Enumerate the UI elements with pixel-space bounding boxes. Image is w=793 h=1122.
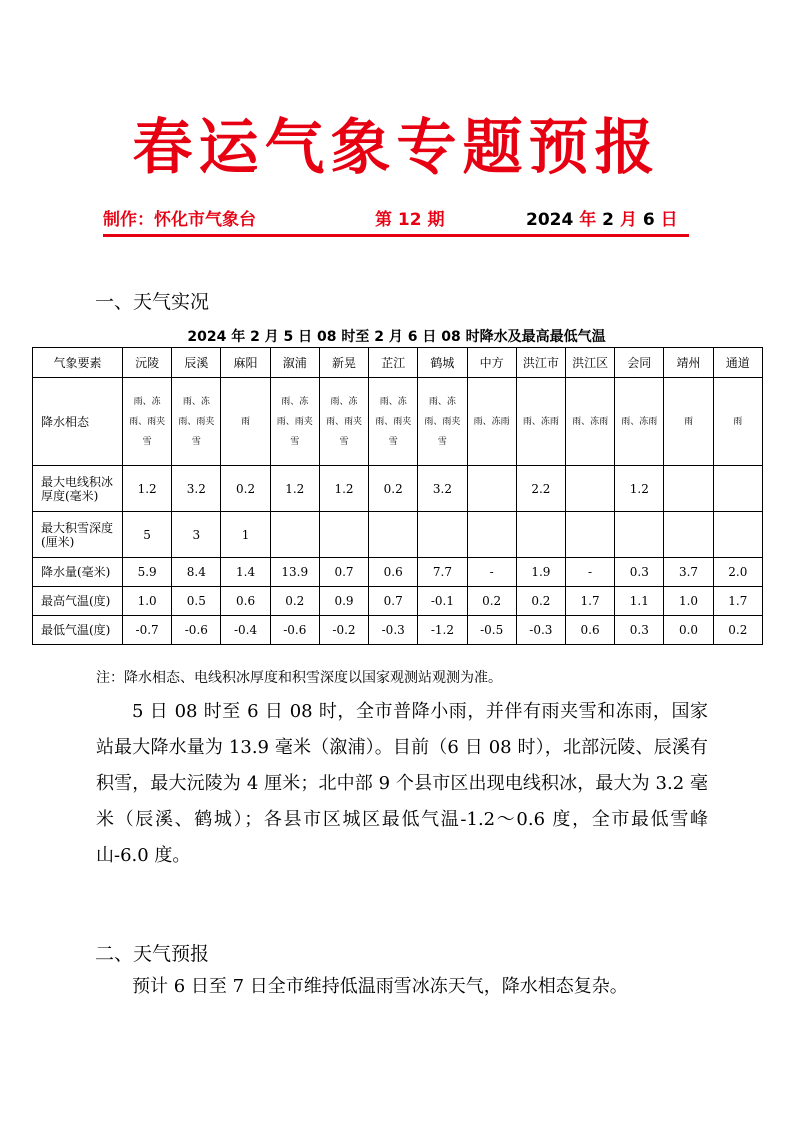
table-cell [467, 466, 516, 512]
table-row [33, 378, 763, 466]
table-cell: -1.2 [418, 616, 467, 645]
table-cell: 雨、冻雨 [467, 378, 516, 466]
table-cell [713, 512, 762, 558]
table-cell [369, 512, 418, 558]
table-cell: 1.2 [319, 466, 368, 512]
table-row [33, 466, 763, 512]
table-cell: -0.3 [516, 616, 565, 645]
table-cell: 1.2 [270, 466, 319, 512]
date-month: 2 [602, 210, 615, 230]
table-cell: 3.2 [172, 466, 221, 512]
table-cell: 雨、冻雨 [516, 378, 565, 466]
column-header: 靖州 [664, 348, 713, 378]
row-label: 最大积雪深度(厘米) [33, 512, 123, 558]
table-row [33, 558, 763, 587]
table-cell [319, 512, 368, 558]
table-cell: 0.0 [664, 616, 713, 645]
column-header: 新晃 [319, 348, 368, 378]
table-cell: 雨、冻雨、雨夹雪 [270, 378, 319, 466]
table-cell: 0.9 [319, 587, 368, 616]
table-cell: -0.5 [467, 616, 516, 645]
column-header: 气象要素 [33, 348, 123, 378]
table-cell: -0.4 [221, 616, 270, 645]
table-cell: 5 [123, 512, 172, 558]
table-cell: 13.9 [270, 558, 319, 587]
table-cell: 1.4 [221, 558, 270, 587]
table-cell: 0.2 [516, 587, 565, 616]
table-cell: 雨 [664, 378, 713, 466]
table-cell [664, 512, 713, 558]
table-cell: 0.7 [369, 587, 418, 616]
column-header: 中方 [467, 348, 516, 378]
table-cell: 雨 [713, 378, 762, 466]
row-label: 降水量(毫米) [33, 558, 123, 587]
section2-heading: 二、天气预报 [95, 943, 210, 965]
table-cell [467, 512, 516, 558]
date-day: 6 [642, 210, 655, 230]
column-header: 芷江 [369, 348, 418, 378]
table-cell: 0.6 [221, 587, 270, 616]
header-divider [103, 234, 689, 237]
table-cell: 1.2 [615, 466, 664, 512]
table-cell: 2.2 [516, 466, 565, 512]
column-header: 洪江市 [516, 348, 565, 378]
table-cell [565, 512, 614, 558]
table-cell [713, 466, 762, 512]
table-cell: -0.2 [319, 616, 368, 645]
row-label: 最低气温(度) [33, 616, 123, 645]
table-cell: 0.3 [615, 616, 664, 645]
table-cell [516, 512, 565, 558]
table-cell: 0.2 [221, 466, 270, 512]
table-cell: 0.7 [319, 558, 368, 587]
table-cell: 1.7 [565, 587, 614, 616]
table-cell: 雨 [221, 378, 270, 466]
table-cell: - [565, 558, 614, 587]
table-cell: 7.7 [418, 558, 467, 587]
table-cell: 1.1 [615, 587, 664, 616]
producer-label: 制作：怀化市气象台 [103, 210, 256, 230]
column-header: 沅陵 [123, 348, 172, 378]
date-year-char: 年 [579, 210, 597, 230]
table-cell: -0.3 [369, 616, 418, 645]
table-cell: 8.4 [172, 558, 221, 587]
table-cell [615, 512, 664, 558]
column-header: 通道 [713, 348, 762, 378]
bulletin-title: 春运气象专题预报 [132, 113, 661, 183]
date-month-char: 月 [619, 210, 637, 230]
table-cell: 雨、冻雨、雨夹雪 [319, 378, 368, 466]
table-cell: 雨、冻雨、雨夹雪 [172, 378, 221, 466]
table-cell: 1.0 [664, 587, 713, 616]
column-header: 麻阳 [221, 348, 270, 378]
table-row [33, 616, 763, 645]
table-cell: 0.2 [713, 616, 762, 645]
table-cell: - [467, 558, 516, 587]
table-cell: 0.2 [369, 466, 418, 512]
table-row [33, 512, 763, 558]
table-cell [664, 466, 713, 512]
table-cell: 雨、冻雨 [565, 378, 614, 466]
table-cell: 1 [221, 512, 270, 558]
date-year: 2024 [526, 210, 574, 230]
issue-number: 第 12 期 [375, 210, 445, 230]
table-cell: -0.6 [270, 616, 319, 645]
table-cell: 0.5 [172, 587, 221, 616]
table-cell: -0.6 [172, 616, 221, 645]
row-label: 最大电线积冰厚度(毫米) [33, 466, 123, 512]
table-cell: -0.1 [418, 587, 467, 616]
table-note: 注：降水相态、电线积冰厚度和积雪深度以国家观测站观测为准。 [96, 670, 502, 686]
row-label: 最高气温(度) [33, 587, 123, 616]
table-cell: 雨、冻雨、雨夹雪 [123, 378, 172, 466]
column-header: 鹤城 [418, 348, 467, 378]
table-cell: 雨、冻雨、雨夹雪 [418, 378, 467, 466]
table-cell: 0.2 [270, 587, 319, 616]
column-header: 溆浦 [270, 348, 319, 378]
issue-date [526, 205, 678, 230]
table-cell: 0.6 [565, 616, 614, 645]
observation-paragraph: 5 日 08 时至 6 日 08 时，全市普降小雨，并伴有雨夹雪和冻雨，国家站最大降水量为 13.9 毫米（溆浦）。目前（6 日 08 时），北部沅陵、辰溪有积雪，最大沅陵为 4 厘米；北中部 9 个县市区出现电线积冰，最大为 3.2 毫米（辰溪、鹤城）；各县市区城区最低气温-1.2～0.6 度，全市最低雪峰山-6.0 度。 [96, 701, 708, 866]
table-cell [565, 466, 614, 512]
table-cell [270, 512, 319, 558]
table-cell: 1.7 [713, 587, 762, 616]
table-title: 2024 年 2 月 5 日 08 时至 2 月 6 日 08 时降水及最高最低气温 [187, 329, 606, 345]
table-header-row [33, 348, 763, 378]
observation-table [32, 347, 763, 645]
table-cell: 2.0 [713, 558, 762, 587]
column-header: 洪江区 [565, 348, 614, 378]
column-header: 会同 [615, 348, 664, 378]
table-cell: 3.7 [664, 558, 713, 587]
table-cell: 1.2 [123, 466, 172, 512]
date-day-char: 日 [660, 210, 678, 230]
table-cell: 0.2 [467, 587, 516, 616]
table-cell: 5.9 [123, 558, 172, 587]
table-row [33, 587, 763, 616]
column-header: 辰溪 [172, 348, 221, 378]
table-cell [418, 512, 467, 558]
section1-heading: 一、天气实况 [95, 291, 210, 313]
table-cell: 3 [172, 512, 221, 558]
row-label: 降水相态 [33, 378, 123, 466]
table-cell: 雨、冻雨、雨夹雪 [369, 378, 418, 466]
table-cell: -0.7 [123, 616, 172, 645]
table-cell: 1.9 [516, 558, 565, 587]
table-cell: 3.2 [418, 466, 467, 512]
table-cell: 0.3 [615, 558, 664, 587]
table-cell: 0.6 [369, 558, 418, 587]
table-cell: 1.0 [123, 587, 172, 616]
forecast-paragraph: 预计 6 日至 7 日全市维持低温雨雪冰冻天气，降水相态复杂。 [132, 976, 628, 997]
table-cell: 雨、冻雨 [615, 378, 664, 466]
